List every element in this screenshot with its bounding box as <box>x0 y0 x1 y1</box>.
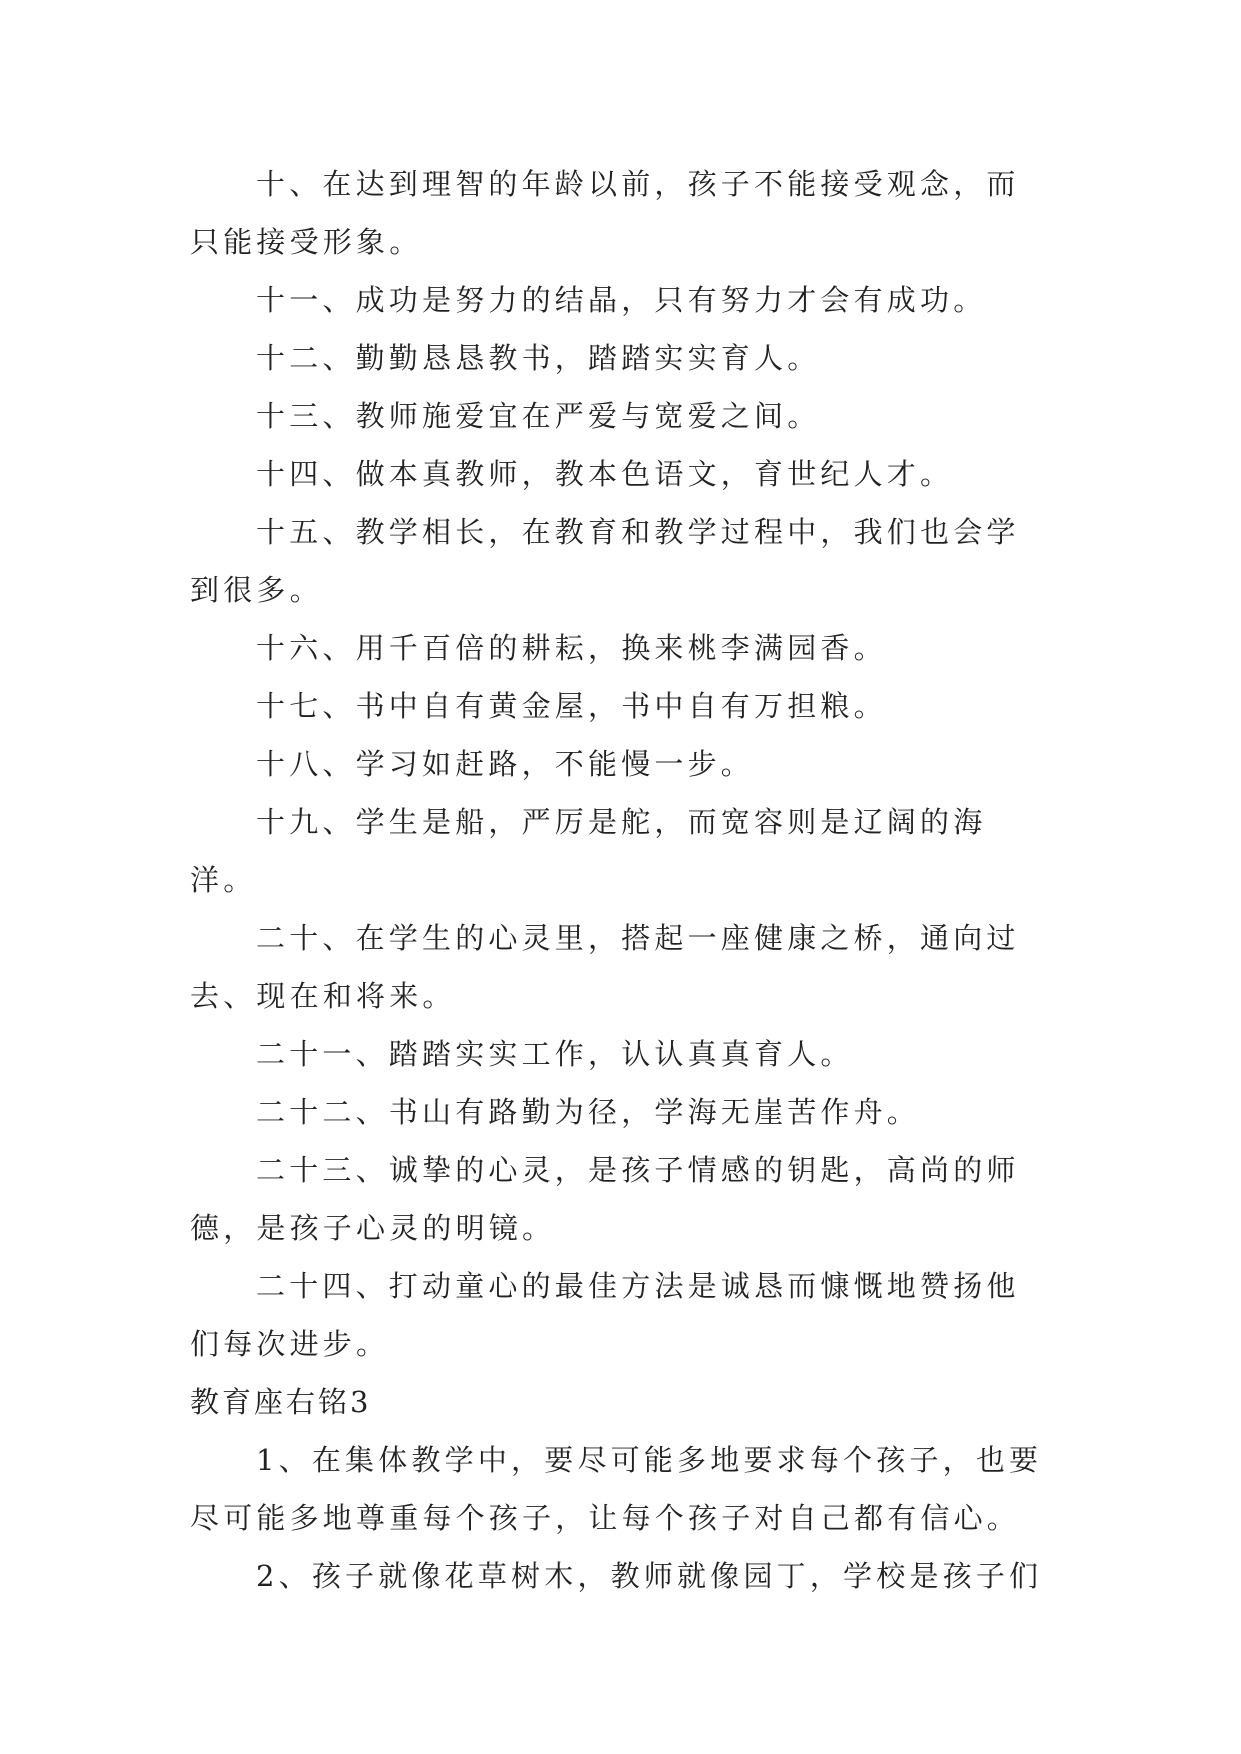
paragraph-10: 十、在达到理智的年龄以前，孩子不能接受观念，而只能接受形象。 <box>190 167 1020 259</box>
section-paragraph-2: 2、孩子就像花草树木，教师就像园丁，学校是孩子们 <box>256 1559 1043 1593</box>
paragraph-14: 十四、做本真教师，教本色语文，育世纪人才。 <box>256 457 954 491</box>
section-heading: 教育座右铭3 <box>190 1385 372 1419</box>
paragraph-16: 十六、用千百倍的耕耘，换来桃李满园香。 <box>256 631 887 665</box>
paragraph-21: 二十一、踏踏实实工作，认认真真育人。 <box>256 1037 854 1071</box>
paragraph-17: 十七、书中自有黄金屋，书中自有万担粮。 <box>256 689 887 723</box>
paragraph-12: 十二、勤勤恳恳教书，踏踏实实育人。 <box>256 341 821 375</box>
paragraph-11: 十一、成功是努力的结晶，只有努力才会有成功。 <box>256 283 987 317</box>
paragraph-15: 十五、教学相长，在教育和教学过程中，我们也会学到很多。 <box>190 515 1020 607</box>
document-body <box>190 155 1050 1605</box>
paragraph-22: 二十二、书山有路勤为径，学海无崖苦作舟。 <box>256 1095 921 1129</box>
paragraph-19: 十九、学生是船，严厉是舵，而宽容则是辽阔的海洋。 <box>190 805 987 897</box>
section-paragraph-1: 1、在集体教学中，要尽可能多地要求每个孩子，也要尽可能多地尊重每个孩子，让每个孩子对自己都有信心。 <box>190 1443 1043 1535</box>
paragraph-13: 十三、教师施爱宜在严爱与宽爱之间。 <box>256 399 821 433</box>
paragraph-24: 二十四、打动童心的最佳方法是诚恳而慷慨地赞扬他们每次进步。 <box>190 1269 1020 1361</box>
paragraph-23: 二十三、诚挚的心灵，是孩子情感的钥匙，高尚的师德，是孩子心灵的明镜。 <box>190 1153 1020 1245</box>
paragraph-18: 十八、学习如赶路，不能慢一步。 <box>256 747 755 781</box>
paragraph-20: 二十、在学生的心灵里，搭起一座健康之桥，通向过去、现在和将来。 <box>190 921 1020 1013</box>
